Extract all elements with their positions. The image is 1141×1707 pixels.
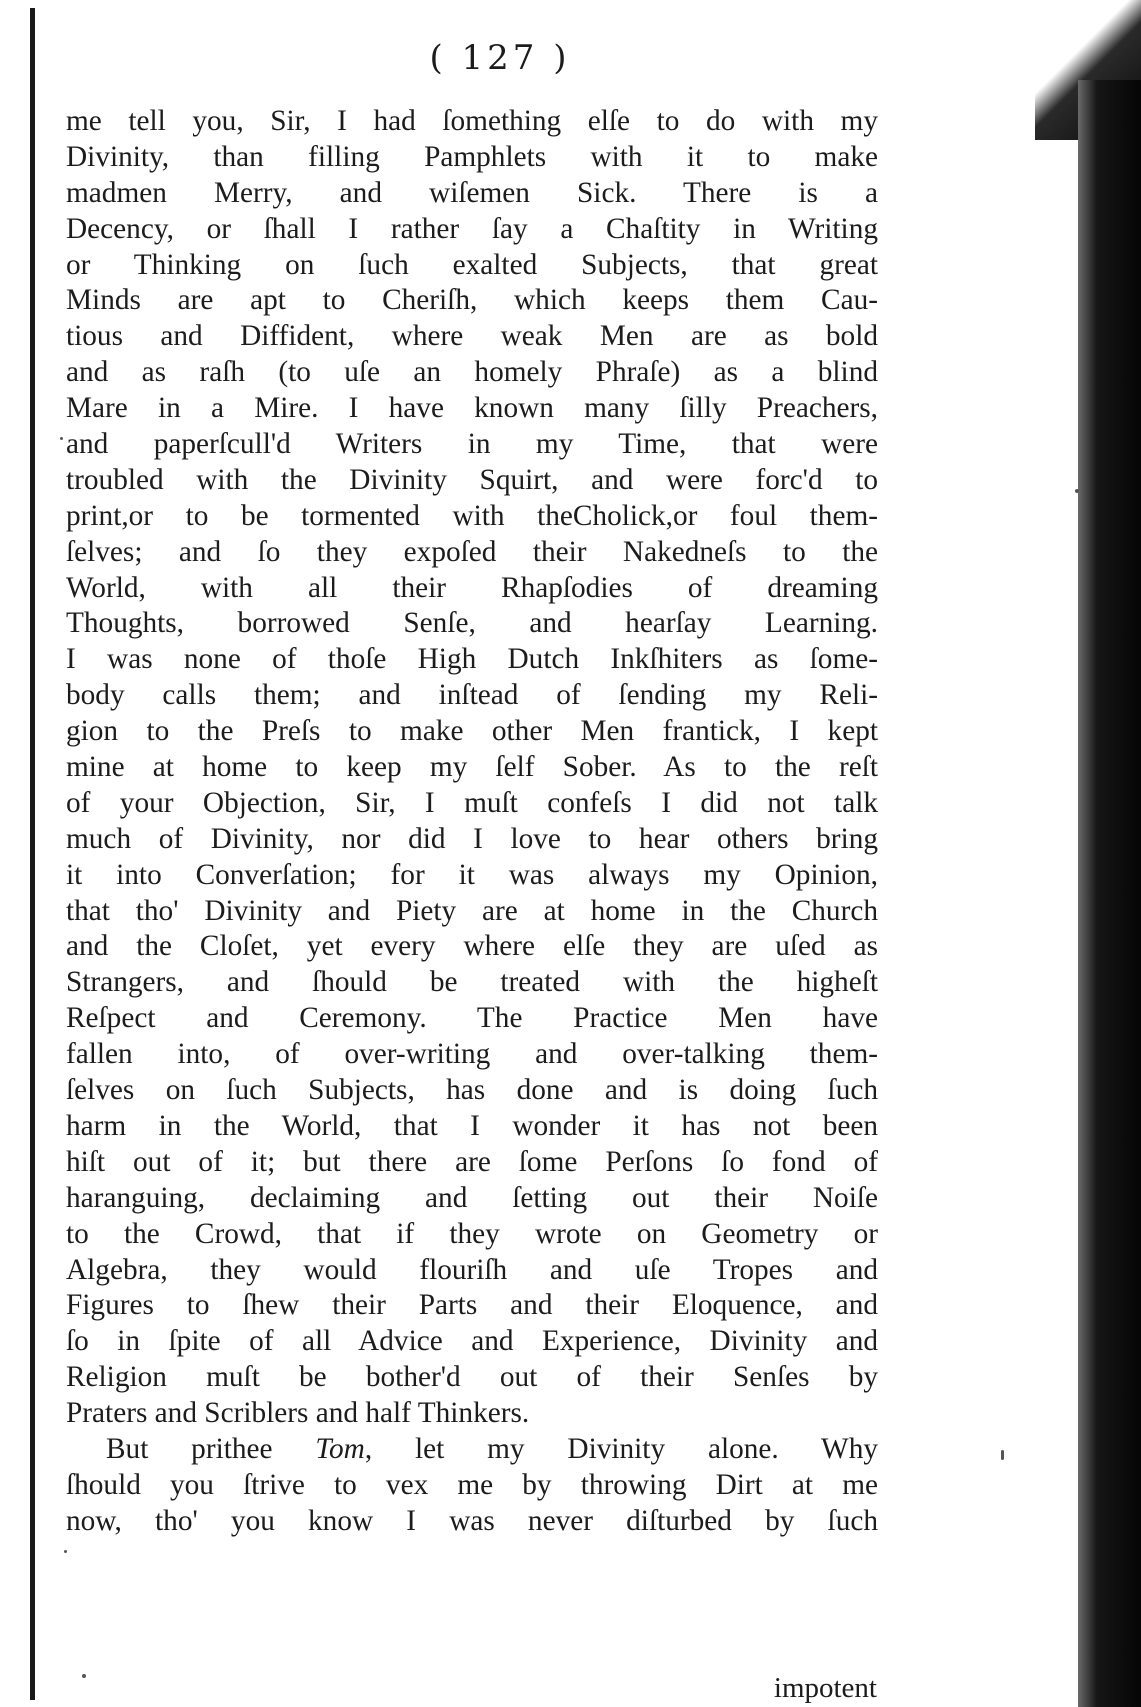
text-line-paragraph-start: But prithee Tom, let my Divinity alone. Why: [106, 1432, 878, 1465]
page-number: ( 127 ): [429, 38, 571, 78]
text-line-paragraph-end: Praters and Scriblers and half Thinkers.: [66, 1397, 530, 1430]
text-line: World, with all their Rhapſodies of dreaming: [66, 571, 878, 604]
text-line: harm in the World, that I wonder it has not been: [66, 1109, 878, 1142]
text-line: Figures to ſhew their Parts and their Eloquence, and: [66, 1289, 878, 1322]
text-line: haranguing, declaiming and ſetting out their Noiſe: [66, 1181, 878, 1214]
text-line: or Thinking on ſuch exalted Subjects, that great: [66, 248, 878, 281]
text-line: tious and Diffident, where weak Men are as bold: [66, 320, 878, 353]
ink-speck: [64, 1550, 67, 1553]
text-line: I was none of thoſe High Dutch Inkſhiters as ſome-: [66, 643, 878, 676]
text-line: and paperſcull'd Writers in my Time, that were: [66, 428, 878, 461]
text-line: ſhould you ſtrive to vex me by throwing Dirt at me: [66, 1468, 878, 1501]
catchword: impotent: [773, 1672, 877, 1704]
text-line: now, tho' you know I was never diſturbed by ſuch: [66, 1504, 878, 1537]
text-line: of your Objection, Sir, I muſt confeſs I did not talk: [66, 786, 878, 819]
text-line: Religion muſt be bother'd out of their Senſes by: [66, 1361, 878, 1394]
text-line: Mare in a Mire. I have known many ſilly Preachers,: [66, 392, 878, 425]
text-line: Reſpect and Ceremony. The Practice Men have: [66, 1002, 878, 1035]
text-line: Thoughts, borrowed Senſe, and hearſay Learning.: [66, 607, 878, 640]
text-line: print,or to be tormented with theCholick,or foul them-: [66, 499, 878, 532]
text-line: ſelves on ſuch Subjects, has done and is doing ſuch: [66, 1074, 878, 1107]
text-line: Decency, or ſhall I rather ſay a Chaſtity in Writing: [66, 212, 878, 245]
text-line: Minds are apt to Cheriſh, which keeps them Cau-: [66, 284, 878, 317]
text-line: troubled with the Divinity Squirt, and were forc'd to: [66, 463, 878, 496]
text-line: gion to the Preſs to make other Men frantick, I kept: [66, 715, 878, 748]
text-line: me tell you, Sir, I had ſomething elſe to do with my: [66, 105, 878, 137]
text-line: mine at home to keep my ſelf Sober. As to the reſt: [66, 751, 878, 784]
italic-name: Tom: [315, 1432, 365, 1465]
ink-speck: [82, 1674, 86, 1678]
text-line: that tho' Divinity and Piety are at home in the Church: [66, 894, 878, 927]
page-edge-shadow: [1078, 80, 1141, 1707]
ink-speck: [60, 437, 63, 440]
text-line: fallen into, of over-writing and over-talking them-: [66, 1038, 878, 1071]
text-line: and the Cloſet, yet every where elſe they are uſed as: [66, 930, 878, 963]
text-line: much of Divinity, nor did I love to hear others bring: [66, 822, 878, 855]
text-line: ſo in ſpite of all Advice and Experience, Divinity and: [66, 1325, 878, 1358]
text-line: Divinity, than filling Pamphlets with it to make: [66, 140, 878, 173]
text-line: madmen Merry, and wiſemen Sick. There is a: [66, 176, 878, 209]
text-line: Strangers, and ſhould be treated with the higheſt: [66, 966, 878, 999]
ink-speck: [1075, 489, 1079, 493]
text-line: and as raſh (to uſe an homely Phraſe) as a blind: [66, 356, 878, 389]
text-line: it into Converſation; for it was always my Opinion,: [66, 858, 878, 891]
text-line: ſelves; and ſo they expoſed their Nakedneſs to the: [66, 535, 878, 568]
ink-speck: [1001, 1450, 1004, 1460]
body-text: [66, 104, 878, 1540]
text-line: hiſt out of it; but there are ſome Perſons ſo fond of: [66, 1145, 878, 1178]
text-line: body calls them; and inſtead of ſending my Reli-: [66, 679, 878, 712]
gutter-shadow: [30, 8, 35, 1700]
text-line: to the Crowd, that if they wrote on Geometry or: [66, 1217, 878, 1250]
text-line: Algebra, they would flouriſh and uſe Tropes and: [66, 1253, 878, 1286]
